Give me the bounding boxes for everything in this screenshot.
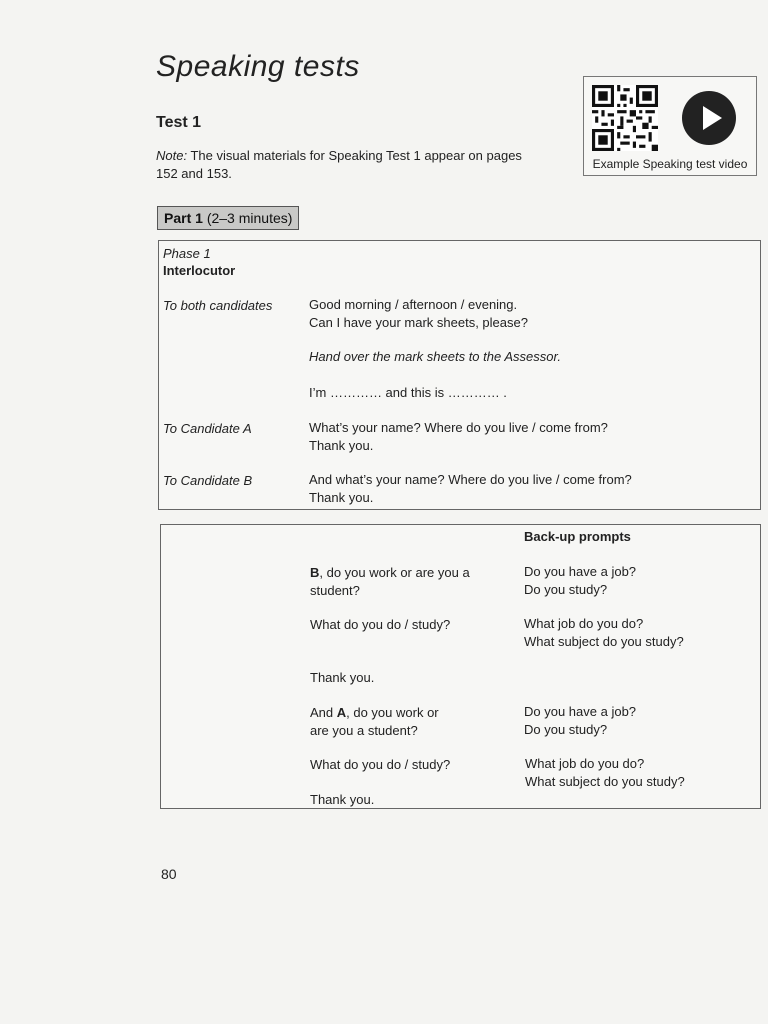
question-text: , do you work or bbox=[346, 705, 439, 720]
candidate-a-name: A bbox=[336, 705, 347, 720]
question-line: are you a student? bbox=[310, 723, 418, 738]
script-line: Thank you. bbox=[310, 670, 375, 685]
question-text: And bbox=[310, 705, 337, 720]
cue-both: To both candidates bbox=[163, 298, 273, 313]
script-line: Can I have your mark sheets, please? bbox=[309, 315, 528, 330]
prompt-line: What subject do you study? bbox=[525, 774, 685, 789]
note bbox=[156, 147, 536, 183]
phase-1-box bbox=[158, 240, 761, 510]
script-line: What’s your name? Where do you live / come from? bbox=[309, 420, 608, 435]
script-line: And what’s your name? Where do you live / come from? bbox=[309, 472, 632, 487]
prompt-line: Do you have a job? bbox=[524, 704, 637, 719]
script-line: Thank you. bbox=[309, 490, 374, 505]
page-title: Speaking tests bbox=[156, 50, 360, 83]
prompt-line: What job do you do? bbox=[525, 756, 645, 771]
question-line bbox=[310, 564, 470, 582]
prompt-line: Do you study? bbox=[524, 722, 608, 737]
script-line: Thank you. bbox=[309, 438, 374, 453]
part-label bbox=[157, 206, 299, 230]
question-line: What do you do / study? bbox=[310, 617, 451, 632]
video-caption: Example Speaking test video bbox=[592, 157, 748, 171]
script-line: Good morning / afternoon / evening. bbox=[309, 297, 518, 312]
page-number: 80 bbox=[161, 866, 177, 882]
play-icon[interactable] bbox=[682, 91, 736, 145]
question-text: , do you work or are you a bbox=[319, 565, 470, 580]
cue-candidate-a: To Candidate A bbox=[163, 421, 252, 436]
script-line: Thank you. bbox=[310, 792, 375, 807]
backup-heading: Back-up prompts bbox=[524, 529, 631, 544]
video-panel[interactable] bbox=[583, 76, 757, 176]
question-line: student? bbox=[310, 583, 360, 598]
note-label: Note: bbox=[156, 148, 188, 163]
prompt-line: Do you study? bbox=[524, 582, 608, 597]
script-line: I’m ………… and this is ………… . bbox=[309, 385, 507, 400]
test-heading: Test 1 bbox=[156, 114, 202, 131]
prompt-line: What job do you do? bbox=[524, 616, 644, 631]
question-line bbox=[310, 704, 439, 722]
part-duration: (2–3 minutes) bbox=[206, 210, 293, 226]
prompt-line: Do you have a job? bbox=[524, 564, 637, 579]
candidate-b-name: B bbox=[310, 565, 320, 580]
note-text: The visual materials for Speaking Test 1 appear on pages 152 and 153. bbox=[156, 148, 522, 181]
cue-candidate-b: To Candidate B bbox=[163, 473, 253, 488]
phase-label: Phase 1 bbox=[163, 246, 211, 261]
role-label: Interlocutor bbox=[163, 263, 236, 278]
part-title: Part 1 bbox=[164, 210, 203, 226]
qr-code-icon[interactable] bbox=[592, 85, 658, 151]
stage-direction: Hand over the mark sheets to the Assessor. bbox=[309, 349, 561, 364]
prompt-line: What subject do you study? bbox=[524, 634, 684, 649]
question-line: What do you do / study? bbox=[310, 757, 451, 772]
